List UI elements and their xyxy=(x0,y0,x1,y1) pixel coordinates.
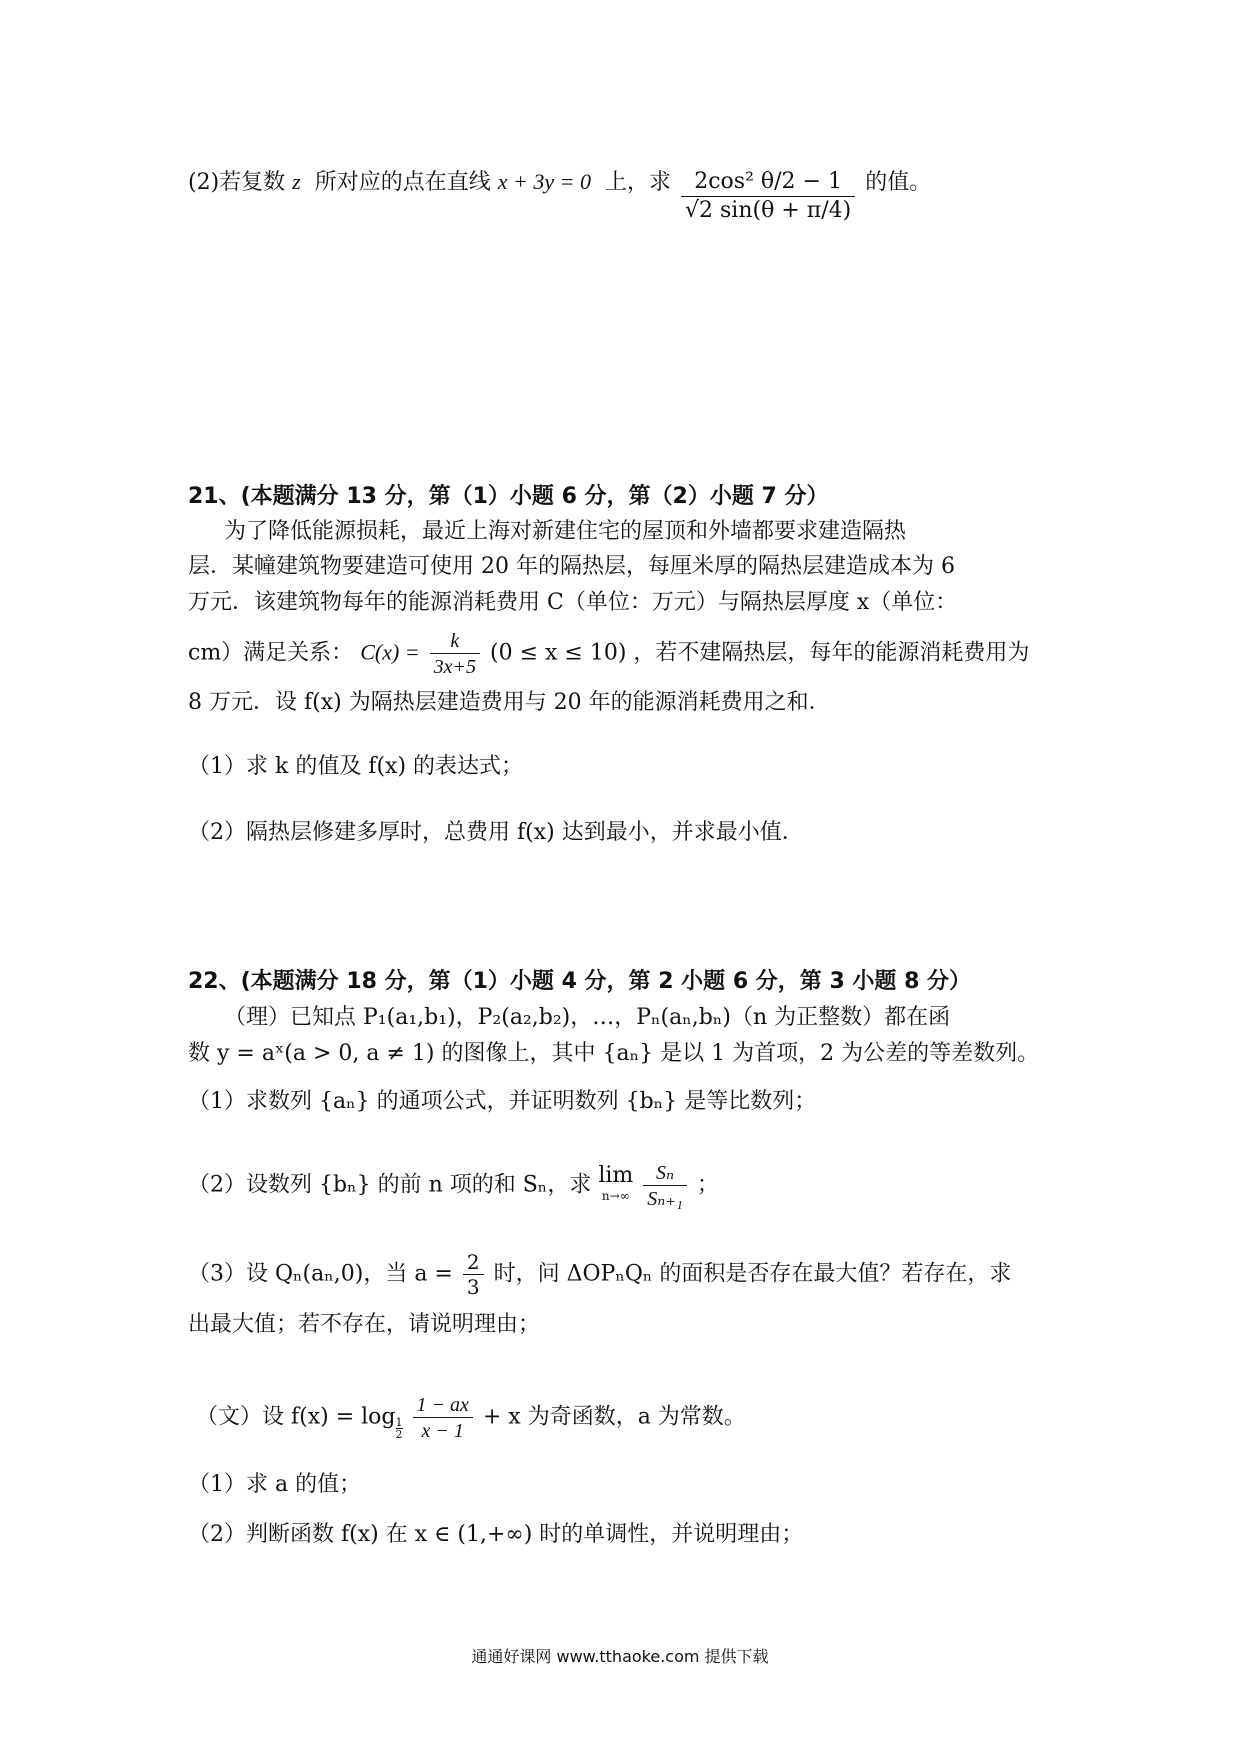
q22-s2-prefix: （2）设数列 {bₙ} 的前 n 项的和 Sₙ，求 xyxy=(188,1172,592,1198)
q22-s3-prefix: （3）设 Qₙ(aₙ,0)，当 a = xyxy=(188,1261,453,1287)
q21-paragraph-line-5: 8 万元．设 f(x) 为隔热层建造费用与 20 年的能源消耗费用之和． xyxy=(188,690,831,715)
q22-wen-denominator: x − 1 xyxy=(421,1420,464,1442)
q21-p4-prefix: cm）满足关系： xyxy=(188,640,354,666)
q22-s2-suffix: ； xyxy=(696,1172,719,1198)
q21-header: 21、(本题满分 13 分，第（1）小题 6 分，第（2）小题 7 分） xyxy=(188,484,829,509)
q22-subquestion-3-line-2: 出最大值；若不存在，请说明理由； xyxy=(188,1312,541,1337)
q22-log-base-num: 1 xyxy=(395,1415,403,1429)
q21-p4-suffix: ，若不建隔热层，每年的能源消耗费用为 xyxy=(633,640,1030,666)
q22-s3-suffix: 时，问 ΔOPₙQₙ 的面积是否存在最大值？若存在，求 xyxy=(493,1261,1012,1287)
q20-fraction xyxy=(681,168,855,225)
q20-line-equation: x + 3y = 0 xyxy=(497,169,591,194)
q21-subquestion-2: （2）隔热层修建多厚时，总费用 f(x) 达到最小，并求最小值． xyxy=(188,820,804,845)
q22-limit xyxy=(598,1162,634,1206)
q22-paragraph-line-1: （理）已知点 P₁(a₁,b₁)，P₂(a₂,b₂)，…，Pₙ(aₙ,bₙ)（n 为正整数）都在函 xyxy=(224,1005,951,1030)
q21-fraction-denominator: 3x+5 xyxy=(433,656,476,678)
q22-wen-subquestion-2: （2）判断函数 f(x) 在 x ∈ (1,+∞) 时的单调性，并说明理由； xyxy=(188,1522,804,1547)
q21-fraction-numerator: k xyxy=(450,630,460,652)
q20-part2-suffix: 的值。 xyxy=(865,170,932,195)
q20-fraction-denominator: √2 sin(θ + π/4) xyxy=(685,198,852,223)
q22-wen-statement xyxy=(196,1392,746,1443)
q22-subquestion-1: （1）求数列 {aₙ} 的通项公式，并证明数列 {bₙ} 是等比数列； xyxy=(188,1089,817,1114)
q20-fraction-numerator: 2cos² θ/2 − 1 xyxy=(681,168,855,197)
q22-subquestion-3 xyxy=(188,1250,1011,1299)
q22-s3-fraction xyxy=(463,1250,484,1299)
q22-limit-denominator: Sₙ₊₁ xyxy=(647,1188,683,1210)
q21-formula-lhs: C(x) = xyxy=(360,639,420,665)
q22-limit-fraction xyxy=(643,1160,687,1211)
q20-part2-mid2: 上，求 xyxy=(604,170,671,195)
q22-limit-sub: n→∞ xyxy=(601,1188,630,1203)
q22-wen-numerator: 1 − ax xyxy=(416,1394,469,1416)
q22-s3-denominator: 3 xyxy=(466,1275,480,1299)
q21-paragraph-line-3: 万元．该建筑物每年的能源消耗费用 C（单位：万元）与隔热层厚度 x（单位： xyxy=(188,590,958,615)
q22-subquestion-2 xyxy=(188,1160,719,1211)
q22-limit-op: lim xyxy=(598,1162,634,1188)
page-footer: 通通好课网 www.tthaoke.com 提供下载 xyxy=(471,1647,769,1666)
q22-header: 22、(本题满分 18 分，第（1）小题 4 分，第 2 小题 6 分，第 3 小题 8 分） xyxy=(188,969,972,994)
q22-log-base-den: 2 xyxy=(395,1427,403,1441)
q22-wen-prefix: （文）设 f(x) = log xyxy=(196,1404,396,1430)
q22-paragraph-line-2: 数 y = aˣ(a > 0, a ≠ 1) 的图像上，其中 {aₙ} 是以 1 为首项，2 为公差的等差数列。 xyxy=(188,1041,1040,1066)
q20-part2-mid: 所对应的点在直线 xyxy=(314,170,491,195)
q22-log-base xyxy=(396,1417,403,1440)
q21-paragraph-line-1: 为了降低能源损耗，最近上海对新建住宅的屋顶和外墙都要求建造隔热 xyxy=(224,519,907,544)
q21-subquestion-1: （1）求 k 的值及 f(x) 的表达式； xyxy=(188,754,524,779)
q20-part2-line xyxy=(188,165,931,225)
q20-part2-prefix: (2)若复数 xyxy=(188,170,286,195)
q22-wen-subquestion-1: （1）求 a 的值； xyxy=(188,1472,362,1497)
q22-wen-suffix: + x 为奇函数，a 为常数。 xyxy=(482,1404,746,1430)
q22-s3-numerator: 2 xyxy=(463,1250,484,1275)
q22-wen-fraction xyxy=(413,1392,473,1443)
q22-limit-numerator: Sₙ xyxy=(656,1162,675,1184)
q21-formula-condition: (0 ≤ x ≤ 10) xyxy=(490,640,627,666)
q21-formula-fraction xyxy=(430,628,480,679)
q20-var-z: z xyxy=(292,169,301,194)
q21-paragraph-line-2: 层．某幢建筑物要建造可使用 20 年的隔热层，每厘米厚的隔热层建造成本为 6 xyxy=(188,554,955,579)
q21-paragraph-line-4 xyxy=(188,628,1029,679)
